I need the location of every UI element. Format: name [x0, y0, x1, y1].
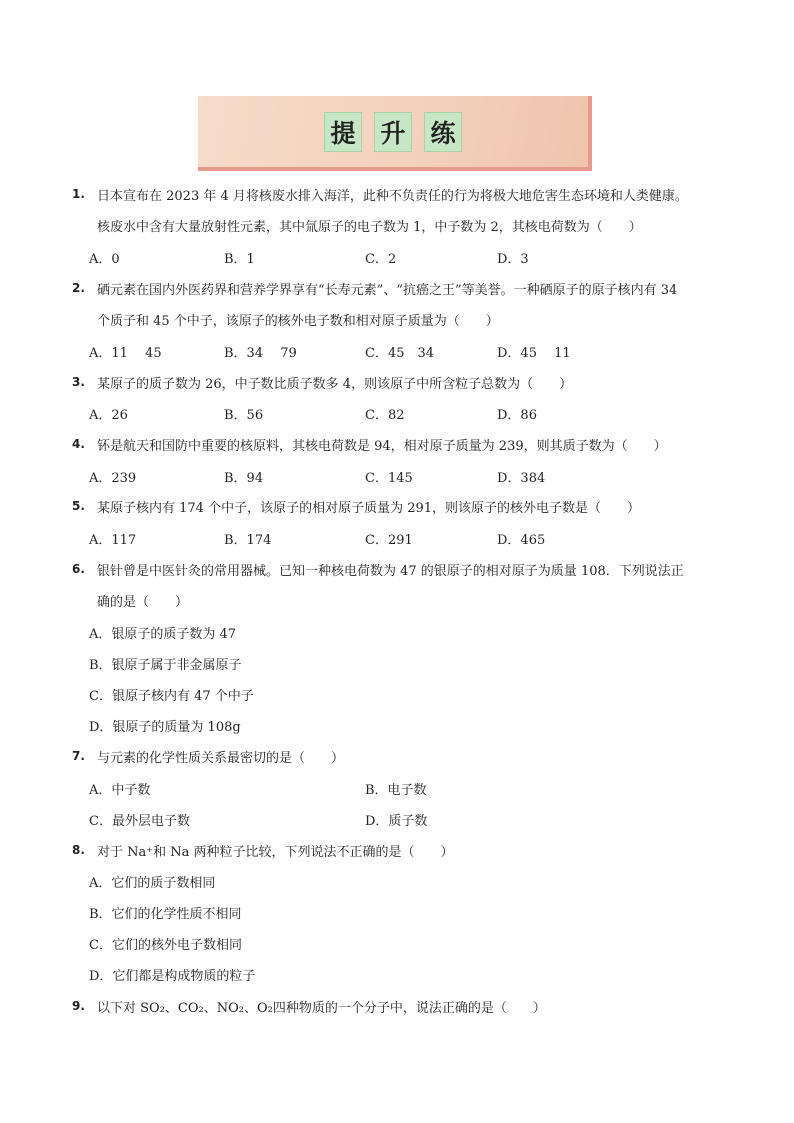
option-c: C．2 — [365, 252, 397, 267]
question-text: 钚是航天和国防中重要的核原料，其核电荷数是 94，相对原子质量为 239，则其质子数为（ ） — [97, 439, 667, 454]
question-text: 某原子的质子数为 26，中子数比质子数多 4，则该原子中所含粒子总数为（ ） — [97, 377, 573, 392]
option-a: A．0 — [89, 252, 120, 267]
option-c: C．它们的核外电子数相同 — [89, 938, 242, 953]
question-text: 以下对 SO₂、CO₂、NO₂、O₂四种物质的一个分子中，说法正确的是（ ） — [97, 1001, 546, 1016]
question-text: 硒元素在国内外医药界和营养学界享有“长寿元素”、“抗癌之王”等美誉。一种硒原子的原子核内有 34 — [97, 283, 678, 298]
option-d: D．质子数 — [365, 814, 428, 829]
option-b: B．1 — [224, 252, 255, 267]
banner-char: 练 — [424, 112, 462, 152]
question-text: 某原子核内有 174 个中子，该原子的相对原子质量为 291，则该原子的核外电子数是（ ） — [97, 501, 641, 516]
question-number: 2. — [72, 281, 85, 295]
question-number: 4. — [72, 437, 85, 451]
question-number: 6. — [72, 562, 85, 576]
option-b: B．56 — [224, 408, 264, 423]
option-a: A．11 45 — [89, 346, 162, 361]
option-c: C．145 — [365, 471, 413, 486]
banner-char: 提 — [324, 112, 362, 152]
question-text: 确的是（ ） — [97, 595, 189, 610]
question-text: 银针曾是中医针灸的常用器械。已知一种核电荷数为 47 的银原子的相对原子为质量 108．下列说法正 — [97, 564, 684, 579]
question-number: 9. — [72, 999, 85, 1013]
question-number: 8. — [72, 843, 85, 857]
option-a: A．它们的质子数相同 — [89, 876, 216, 891]
option-a: A．银原子的质子数为 47 — [89, 627, 237, 642]
question-text: 对于 Na⁺和 Na 两种粒子比较，下列说法不正确的是（ ） — [97, 845, 454, 860]
question-text: 个质子和 45 个中子，该原子的核外电子数和相对原子质量为（ ） — [97, 314, 499, 329]
question-text: 与元素的化学性质关系最密切的是（ ） — [97, 751, 345, 766]
option-d: D．45 11 — [497, 346, 571, 361]
option-d: D．86 — [497, 408, 537, 423]
option-b: B．电子数 — [365, 783, 427, 798]
option-d: D．银原子的质量为 108g — [89, 720, 241, 735]
option-c: C．最外层电子数 — [89, 814, 190, 829]
banner-title — [198, 112, 588, 152]
option-a: A．26 — [89, 408, 128, 423]
option-b: B．银原子属于非金属原子 — [89, 658, 242, 673]
option-d: D．3 — [497, 252, 529, 267]
question-number: 7. — [72, 749, 85, 763]
option-a: A．117 — [89, 533, 137, 548]
question-text: 日本宣布在 2023 年 4 月将核废水排入海洋，此种不负责任的行为将极大地危害生态环境和人类健康。 — [97, 189, 688, 204]
title-banner — [198, 96, 592, 171]
question-number: 1. — [72, 187, 85, 201]
option-c: C．45 34 — [365, 346, 435, 361]
option-a: A．中子数 — [89, 783, 151, 798]
option-d: D．384 — [497, 471, 546, 486]
option-c: C．82 — [365, 408, 405, 423]
question-text: 核废水中含有大量放射性元素，其中氚原子的电子数为 1，中子数为 2，其核电荷数为（ ） — [97, 220, 642, 235]
option-b: B．34 79 — [224, 346, 297, 361]
option-b: B．174 — [224, 533, 272, 548]
option-b: B．它们的化学性质不相同 — [89, 907, 242, 922]
option-a: A．239 — [89, 471, 137, 486]
option-d: D．它们都是构成物质的粒子 — [89, 969, 256, 984]
option-c: C．银原子核内有 47 个中子 — [89, 689, 254, 704]
banner-char: 升 — [374, 112, 412, 152]
option-b: B．94 — [224, 471, 264, 486]
question-number: 3. — [72, 375, 85, 389]
option-c: C．291 — [365, 533, 413, 548]
option-d: D．465 — [497, 533, 546, 548]
question-number: 5. — [72, 499, 85, 513]
